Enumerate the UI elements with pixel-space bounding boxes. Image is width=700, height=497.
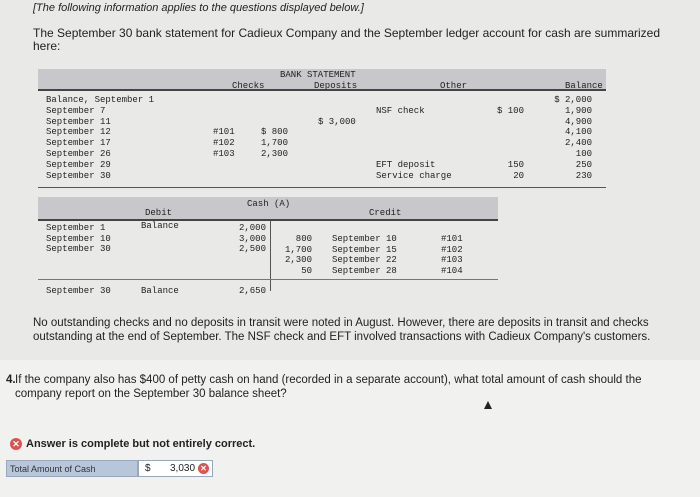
deposit-amount: $ 3,000 (318, 117, 356, 127)
bank-date: September 17 (46, 138, 111, 149)
service-charge-amount: 20 (513, 171, 524, 181)
check-number: #102 (213, 137, 235, 148)
bank-balance: 4,100 (564, 127, 592, 138)
debit-date: September 30 (46, 244, 111, 254)
debit-date: September 10 (46, 233, 111, 244)
mouse-cursor-icon (484, 401, 492, 409)
intro-note: [The following information applies to the questions displayed below.] (33, 2, 364, 14)
credit-check-number: #101 (441, 234, 463, 244)
incorrect-icon: ✕ (198, 463, 209, 474)
credit-check-number: #102 (441, 244, 463, 255)
debit-amount: 3,000 (238, 233, 266, 244)
total-cash-input[interactable] (138, 460, 213, 477)
bank-date: September 26 (46, 148, 111, 159)
answer-label: Total Amount of Cash (6, 460, 138, 477)
debit-amount: 2,000 (238, 223, 266, 233)
question-text: If the company also has $400 of petty cash on hand (recorded in a separate account), what total amount of cash should the company report on the September 30 balance sheet? (15, 374, 642, 400)
answer-status-text: Answer is complete but not entirely correct. (26, 438, 256, 450)
credit-header: Credit (369, 208, 402, 218)
credit-check-number: #103 (441, 255, 463, 265)
checks-header: Checks (232, 81, 265, 91)
debit-date: September 1 (46, 223, 106, 233)
bank-date: September 30 (46, 170, 111, 181)
debit-balance-header: Balance (141, 221, 179, 231)
check-number: #103 (213, 148, 235, 159)
ending-balance: 2,650 (238, 286, 266, 296)
reconciliation-note: No outstanding checks and no deposits in transit were noted in August. However, there are deposits in transit and checks outstanding at the end of September. The NSF check and EFT involved transactions with Cadieux Company's customers. (33, 317, 651, 343)
bank-balance: 230 (575, 170, 592, 181)
bank-balance-column (548, 95, 592, 181)
bank-date: Balance, September 1 (46, 95, 155, 105)
deposits-header: Deposits (314, 81, 358, 91)
credit-date: September 10 (332, 234, 397, 244)
check-amount-column (248, 127, 288, 159)
credit-amount: 800 (295, 234, 312, 244)
bank-balance: 4,900 (564, 116, 592, 127)
other-header: Other (440, 81, 468, 91)
check-number-column (213, 127, 235, 159)
credit-amount: 1,700 (284, 244, 312, 255)
check-amount: 1,700 (260, 137, 288, 148)
bank-title: BANK STATEMENT (280, 70, 356, 80)
balance-header: Balance (565, 81, 603, 91)
cash-title: Cash (A) (247, 199, 291, 209)
debit-date-column (46, 223, 111, 255)
currency-symbol: $ (145, 463, 151, 474)
nsf-label: NSF check (376, 106, 425, 116)
cash-total-rule (38, 279, 498, 280)
credit-check-column (441, 234, 463, 276)
cash-t-divider (270, 221, 271, 291)
eft-amount: 150 (507, 160, 524, 170)
check-number: #101 (213, 127, 235, 137)
bank-balance: 250 (575, 159, 592, 170)
bank-balance: 2,400 (564, 138, 592, 149)
credit-date: September 15 (332, 244, 397, 255)
debit-amount: 2,500 (238, 244, 266, 254)
bank-bottom-rule (38, 187, 606, 188)
debit-header: Debit (145, 208, 173, 218)
credit-check-number: #104 (441, 265, 463, 276)
check-amount: 2,300 (260, 148, 288, 159)
debit-amount-column (230, 223, 266, 255)
eft-label: EFT deposit (376, 160, 436, 170)
problem-description: The September 30 bank statement for Cadieux Company and the September ledger account for cash are summarized here: (33, 26, 661, 53)
credit-date: September 22 (332, 255, 397, 265)
question-number: 4. (6, 374, 16, 386)
incorrect-icon: ✕ (10, 438, 22, 450)
bank-date: September 29 (46, 159, 111, 170)
credit-amount-column (276, 234, 312, 276)
credit-date: September 28 (332, 265, 397, 276)
bank-balance: 100 (575, 148, 592, 159)
total-cash-value: 3,030 (170, 463, 196, 474)
credit-date-column (332, 234, 397, 276)
bank-date: September 7 (46, 105, 106, 116)
cash-header-rule (38, 219, 498, 221)
answer-status (10, 438, 255, 450)
ending-label: Balance (141, 286, 179, 296)
credit-amount: 2,300 (284, 255, 312, 265)
question (6, 373, 686, 401)
nsf-amount: $ 100 (496, 106, 524, 116)
bank-date: September 11 (46, 116, 111, 127)
bank-balance: 1,900 (564, 105, 592, 116)
service-charge-label: Service charge (376, 171, 452, 181)
bank-balance: $ 2,000 (554, 95, 592, 105)
bank-date: September 12 (46, 127, 111, 138)
credit-amount: 50 (301, 265, 312, 276)
bank-date-column (46, 95, 154, 181)
ending-date: September 30 (46, 286, 111, 296)
check-amount: $ 800 (260, 127, 288, 137)
